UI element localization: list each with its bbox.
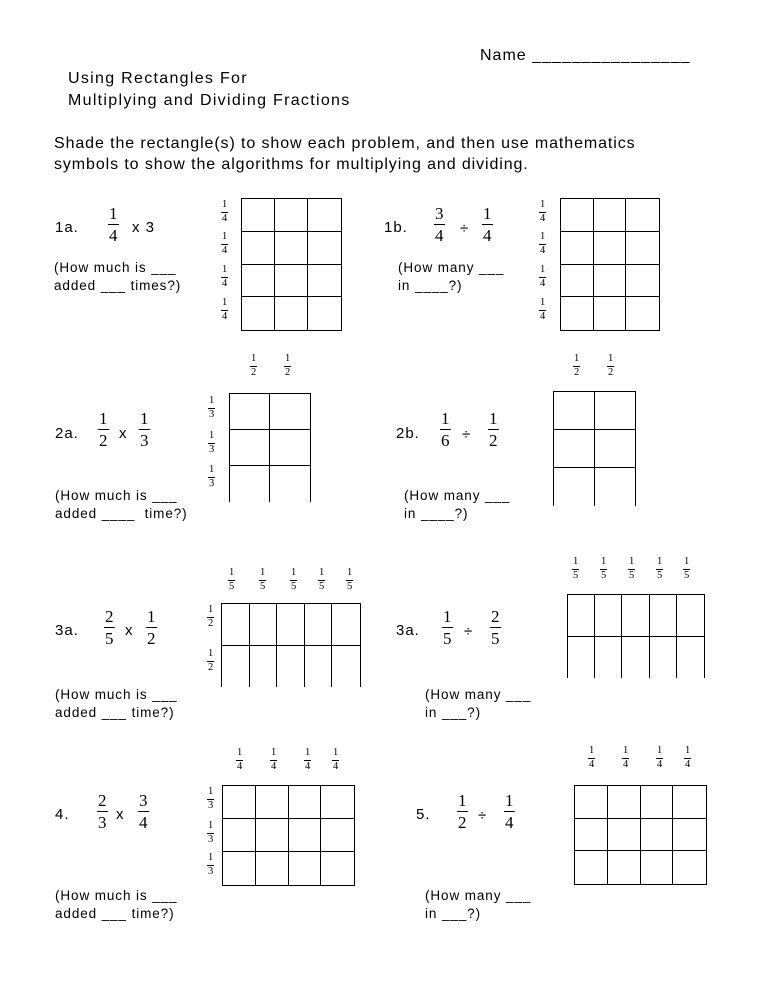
fraction-a: 2 5 [105,607,114,648]
problem-label: 2a. [55,425,79,442]
grid-cell[interactable] [223,786,256,819]
grid-cell[interactable] [575,786,608,819]
top-label: 1 5 [573,556,579,581]
side-label: 1 4 [540,199,546,224]
fraction-b: 1 2 [147,607,156,648]
fraction-b: 1 3 [140,409,149,450]
grid-cell[interactable] [608,786,641,819]
hint-line1: (How much is ___ [54,260,177,275]
grid-cell[interactable] [626,265,659,298]
side-label: 1 3 [208,786,214,811]
hint-line1: (How much is ___ [55,488,178,503]
grid-cell[interactable] [650,595,677,637]
grid-cell[interactable] [256,819,289,852]
grid-cell[interactable] [641,851,674,884]
grid-cell[interactable] [270,466,310,502]
grid-cell[interactable] [595,468,636,506]
problem-label: 5. [416,806,431,823]
name-field-label[interactable]: Name ________________ [480,47,691,64]
grid-cell[interactable] [305,604,333,646]
fraction-a: 1 2 [99,409,108,450]
instructions-line1: Shade the rectangle(s) to show each problem, and then use mathematics [54,135,636,152]
grid-cell[interactable] [626,199,659,232]
grid-cell[interactable] [289,786,322,819]
grid-cell[interactable] [289,819,322,852]
operator: ÷ [460,220,470,237]
top-label: 1 5 [657,556,663,581]
operator: x [119,425,128,442]
grid-cell[interactable] [222,646,250,688]
top-label: 1 4 [237,747,243,772]
grid-cell[interactable] [626,297,659,330]
grid-cell[interactable] [677,595,704,637]
grid-cell[interactable] [275,265,308,298]
grid-cell[interactable] [256,786,289,819]
operator: x [125,622,134,639]
worksheet-title-line1: Using Rectangles For [68,70,248,87]
grid-cell[interactable] [568,637,595,679]
grid-cell[interactable] [308,232,341,265]
top-label: 1 2 [285,353,291,378]
grid-cell[interactable] [332,604,360,646]
grid-cell[interactable] [230,430,270,466]
instructions-line2: symbols to show the algorithms for multiplying and dividing. [54,156,529,173]
fraction-b: 1 2 [489,409,498,450]
rectangle-grid[interactable] [229,393,311,502]
operator: ÷ [464,623,474,640]
hint-line1: (How many ___ [404,488,511,503]
grid-cell[interactable] [561,199,594,232]
hint-line2: added ___ time?) [55,906,175,921]
side-label: 1 3 [208,820,214,845]
rectangle-grid[interactable] [574,785,707,885]
grid-cell[interactable] [554,392,595,430]
top-label: 1 4 [271,747,277,772]
grid-cell[interactable] [673,786,706,819]
fraction-a: 1 6 [441,409,450,450]
grid-cell[interactable] [622,637,649,679]
grid-cell[interactable] [308,199,341,232]
top-label: 1 5 [291,567,297,592]
top-label: 1 5 [684,556,690,581]
grid-cell[interactable] [321,786,354,819]
hint-line2: in ___?) [425,705,481,720]
top-label: 1 5 [319,567,325,592]
hint-line1: (How many ___ [398,260,505,275]
grid-cell[interactable] [270,430,310,466]
top-label: 1 5 [260,567,266,592]
grid-cell[interactable] [230,394,270,430]
rectangle-grid[interactable] [221,603,361,687]
hint-line2: in ____?) [404,506,469,521]
grid-cell[interactable] [594,265,627,298]
grid-cell[interactable] [250,604,278,646]
grid-cell[interactable] [594,297,627,330]
fraction-b: 3 4 [139,791,148,832]
top-label: 1 4 [623,745,629,770]
grid-cell[interactable] [608,851,641,884]
hint-line2: added ___ time?) [55,705,175,720]
grid-cell[interactable] [554,468,595,506]
hint-line2: added ____ time?) [55,506,188,521]
grid-cell[interactable] [641,786,674,819]
side-label: 1 4 [540,297,546,322]
grid-cell[interactable] [275,232,308,265]
grid-cell[interactable] [275,199,308,232]
grid-cell[interactable] [595,430,636,468]
rectangle-grid[interactable] [553,391,636,506]
grid-cell[interactable] [561,297,594,330]
hint-line1: (How many ___ [425,687,532,702]
top-label: 1 4 [333,747,339,772]
fraction-a: 2 3 [98,791,107,832]
grid-cell[interactable] [608,819,641,852]
grid-cell[interactable] [242,297,275,330]
grid-cell[interactable] [250,646,278,688]
problem-label: 1b. [384,219,408,236]
grid-cell[interactable] [222,604,250,646]
top-label: 1 5 [347,567,353,592]
side-label: 1 3 [208,852,214,877]
fraction-a: 1 5 [443,607,452,648]
fraction-b: 1 4 [483,204,492,245]
side-label: 1 4 [222,231,228,256]
problem-label: 3a. [396,622,420,639]
fraction-b: 2 5 [491,607,500,648]
side-label: 1 2 [208,604,214,629]
rectangle-grid[interactable] [222,785,355,886]
top-label: 1 2 [608,353,614,378]
hint-line1: (How much is ___ [55,687,178,702]
problem-label: 2b. [396,425,420,442]
grid-cell[interactable] [595,595,622,637]
hint-line2: in ___?) [425,906,481,921]
grid-cell[interactable] [277,604,305,646]
rectangle-grid[interactable] [241,198,342,331]
grid-cell[interactable] [242,265,275,298]
grid-cell[interactable] [575,819,608,852]
fraction-a: 1 2 [458,791,467,832]
grid-cell[interactable] [568,595,595,637]
grid-cell[interactable] [595,637,622,679]
side-label: 1 4 [222,297,228,322]
problem-label: 1a. [55,219,79,236]
grid-cell[interactable] [223,819,256,852]
hint-line1: (How many ___ [425,888,532,903]
fraction-a: 1 4 [109,204,118,245]
grid-cell[interactable] [321,819,354,852]
rectangle-grid[interactable] [560,198,660,331]
top-label: 1 5 [629,556,635,581]
side-label: 1 3 [209,464,215,489]
grid-cell[interactable] [594,199,627,232]
top-label: 1 5 [601,556,607,581]
top-label: 1 4 [685,745,691,770]
hint-line2: in ____?) [398,278,463,293]
hint-line1: (How much is ___ [55,888,178,903]
top-label: 1 4 [589,745,595,770]
grid-cell[interactable] [242,232,275,265]
grid-cell[interactable] [305,646,333,688]
grid-cell[interactable] [673,819,706,852]
side-label: 1 4 [540,264,546,289]
operator: x [116,806,125,823]
grid-cell[interactable] [332,646,360,688]
operator: ÷ [478,807,488,824]
problem-label: 3a. [55,622,79,639]
worksheet-title-line2: Multiplying and Dividing Fractions [68,92,351,109]
side-label: 1 4 [540,231,546,256]
rectangle-grid[interactable] [567,594,705,678]
grid-cell[interactable] [641,819,674,852]
grid-cell[interactable] [595,392,636,430]
grid-cell[interactable] [308,297,341,330]
side-label: 1 4 [222,264,228,289]
top-label: 1 4 [305,747,311,772]
problem-label: 4. [55,806,70,823]
top-label: 1 4 [657,745,663,770]
grid-cell[interactable] [270,394,310,430]
hint-line2: added ___ times?) [54,278,182,293]
grid-cell[interactable] [575,851,608,884]
side-label: 1 2 [208,648,214,673]
side-label: 1 3 [209,395,215,420]
grid-cell[interactable] [277,646,305,688]
top-label: 1 5 [229,567,235,592]
grid-cell[interactable] [650,637,677,679]
fraction-a: 3 4 [435,204,444,245]
operator: ÷ [462,426,472,443]
grid-cell[interactable] [626,232,659,265]
grid-cell[interactable] [230,466,270,502]
side-label: 1 3 [209,430,215,455]
top-label: 1 2 [251,353,257,378]
grid-cell[interactable] [223,852,256,885]
grid-cell[interactable] [554,430,595,468]
grid-cell[interactable] [242,199,275,232]
grid-cell[interactable] [594,232,627,265]
grid-cell[interactable] [561,265,594,298]
grid-cell[interactable] [673,851,706,884]
fraction-b: 1 4 [505,791,514,832]
grid-cell[interactable] [289,852,322,885]
operator: x 3 [132,219,156,236]
grid-cell[interactable] [321,852,354,885]
grid-cell[interactable] [561,232,594,265]
grid-cell[interactable] [308,265,341,298]
grid-cell[interactable] [256,852,289,885]
grid-cell[interactable] [622,595,649,637]
side-label: 1 4 [222,199,228,224]
grid-cell[interactable] [677,637,704,679]
top-label: 1 2 [574,353,580,378]
grid-cell[interactable] [275,297,308,330]
